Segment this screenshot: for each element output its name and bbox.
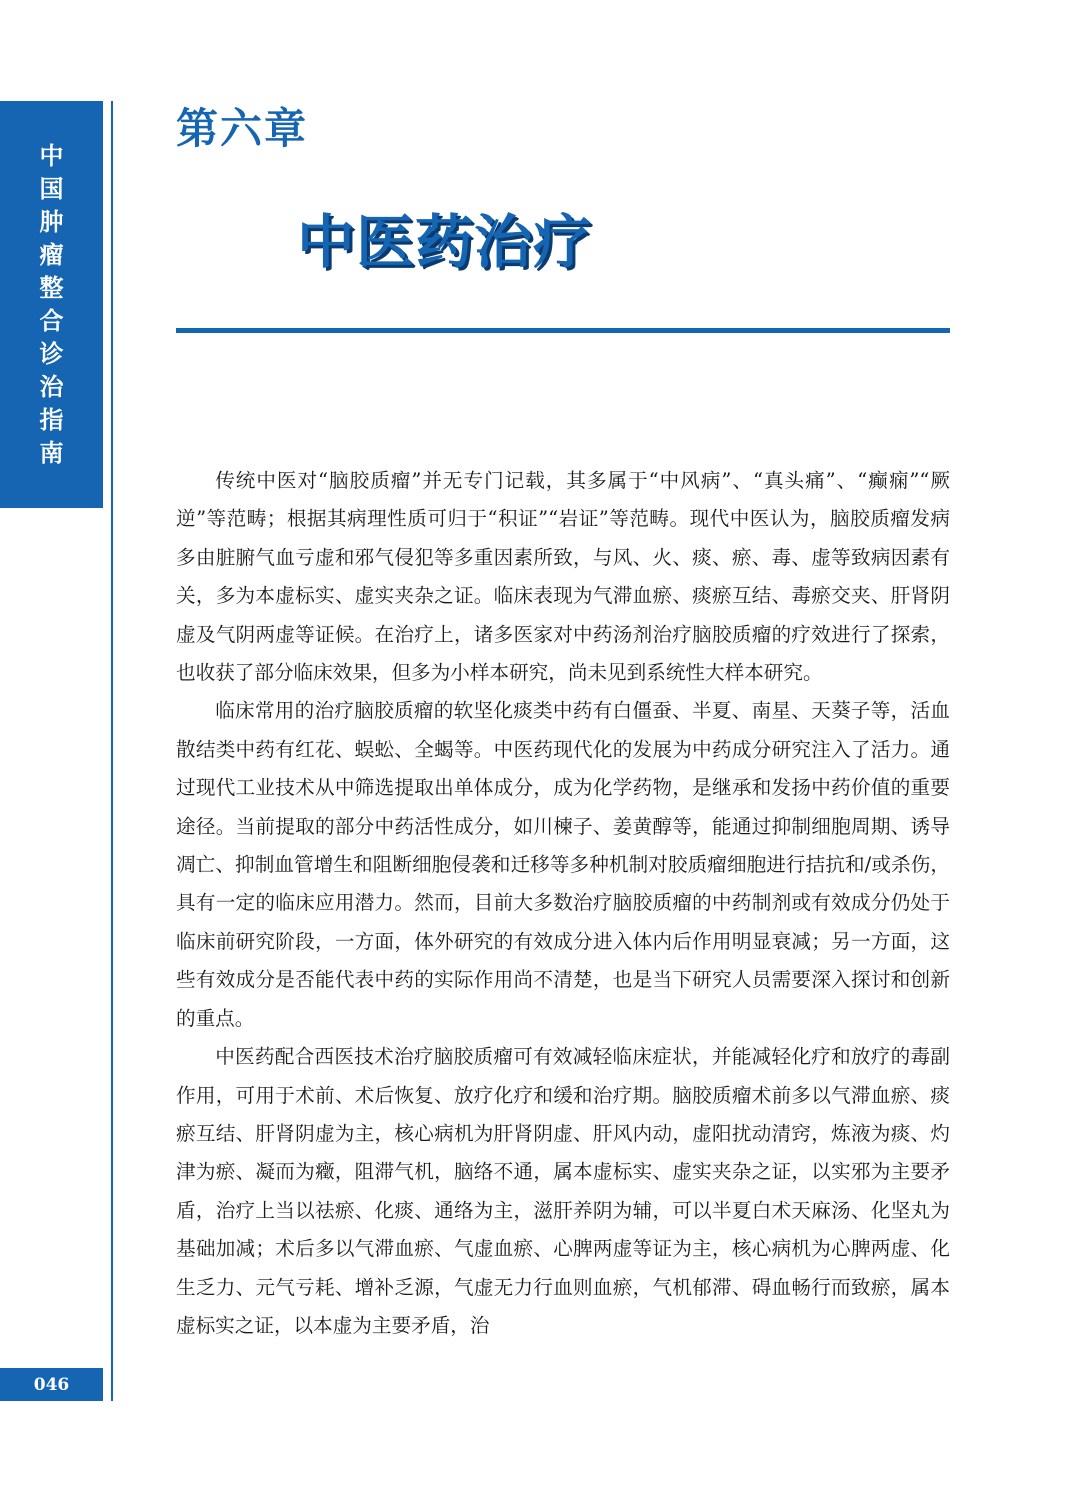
book-title-char: 治 — [39, 372, 64, 401]
book-title-char: 南 — [39, 438, 64, 467]
book-title-char: 指 — [39, 405, 64, 434]
chapter-title: 中医药治疗 — [297, 208, 593, 276]
book-title-char: 整 — [39, 273, 64, 302]
book-title-tab — [0, 101, 103, 508]
chapter-label: 第六章 — [176, 104, 309, 153]
paragraph: 中医药配合西医技术治疗脑胶质瘤可有效减轻临床症状，并能减轻化疗和放疗的毒副作用，可用于术前、术后恢复、放疗化疗和缓和治疗期。脑胶质瘤术前多以气滞血瘀、痰瘀互结、肝肾阴虚为主，核心病机为肝肾阴虚、肝风内动，虚阳扰动清窍，炼液为痰、灼津为瘀、凝而为癥，阻滞气机，脑络不通，属本虚标实、虚实夹杂之证，以实邪为主要矛盾，治疗上当以祛瘀、化痰、通络为主，滋肝养阴为辅，可以半夏白术天麻汤、化坚丸为基础加减；术后多以气滞血瘀、气虚血瘀、心脾两虚等证为主，核心病机为心脾两虚、化生乏力、元气亏耗、增补乏源，气虚无力行血则血瘀，气机郁滞、碍血畅行而致瘀，属本虚标实之证，以本虚为主要矛盾，治 — [176, 1045, 950, 1337]
paragraph: 临床常用的治疗脑胶质瘤的软坚化痰类中药有白僵蚕、半夏、南星、天葵子等，活血散结类中药有红花、蜈蚣、全蝎等。中医药现代化的发展为中药成分研究注入了活力。通过现代工业技术从中筛选提取出单体成分，成为化学药物，是继承和发扬中药价值的重要途径。当前提取的部分中药活性成分，如川楝子、姜黄醇等，能通过抑制细胞周期、诱导凋亡、抑制血管增生和阻断细胞侵袭和迁移等多种机制对胶质瘤细胞进行拮抗和/或杀伤，具有一定的临床应用潜力。然而，目前大多数治疗脑胶质瘤的中药制剂或有效成分仍处于临床前研究阶段，一方面，体外研究的有效成分进入体内后作用明显衰减；另一方面，这些有效成分是否能代表中药的实际作用尚不清楚，也是当下研究人员需要深入探讨和创新的重点。 — [176, 699, 950, 1030]
book-title-char: 合 — [39, 306, 64, 335]
book-title-char: 诊 — [39, 339, 64, 368]
book-title-char: 中 — [39, 141, 64, 170]
body-text — [176, 462, 950, 1345]
sidebar-divider — [111, 101, 113, 1401]
book-title-char: 国 — [39, 174, 64, 203]
paragraph: 传统中医对“脑胶质瘤”并无专门记载，其多属于“中风病”、“真头痛”、“癫痫”“厥逆”等范畴；根据其病理性质可归于“积证”“岩证”等范畴。现代中医认为，脑胶质瘤发病多由脏腑气血亏虚和邪气侵犯等多重因素所致，与风、火、痰、瘀、毒、虚等致病因素有关，多为本虚标实、虚实夹杂之证。临床表现为气滞血瘀、痰瘀互结、毒瘀交夹、肝肾阴虚及气阴两虚等证候。在治疗上，诸多医家对中药汤剂治疗脑胶质瘤的疗效进行了探索，也收获了部分临床效果，但多为小样本研究，尚未见到系统性大样本研究。 — [176, 469, 950, 685]
book-title-char: 瘤 — [39, 240, 64, 269]
title-divider — [176, 328, 950, 333]
page-number: 046 — [0, 1368, 103, 1401]
book-title-char: 肿 — [39, 207, 64, 236]
